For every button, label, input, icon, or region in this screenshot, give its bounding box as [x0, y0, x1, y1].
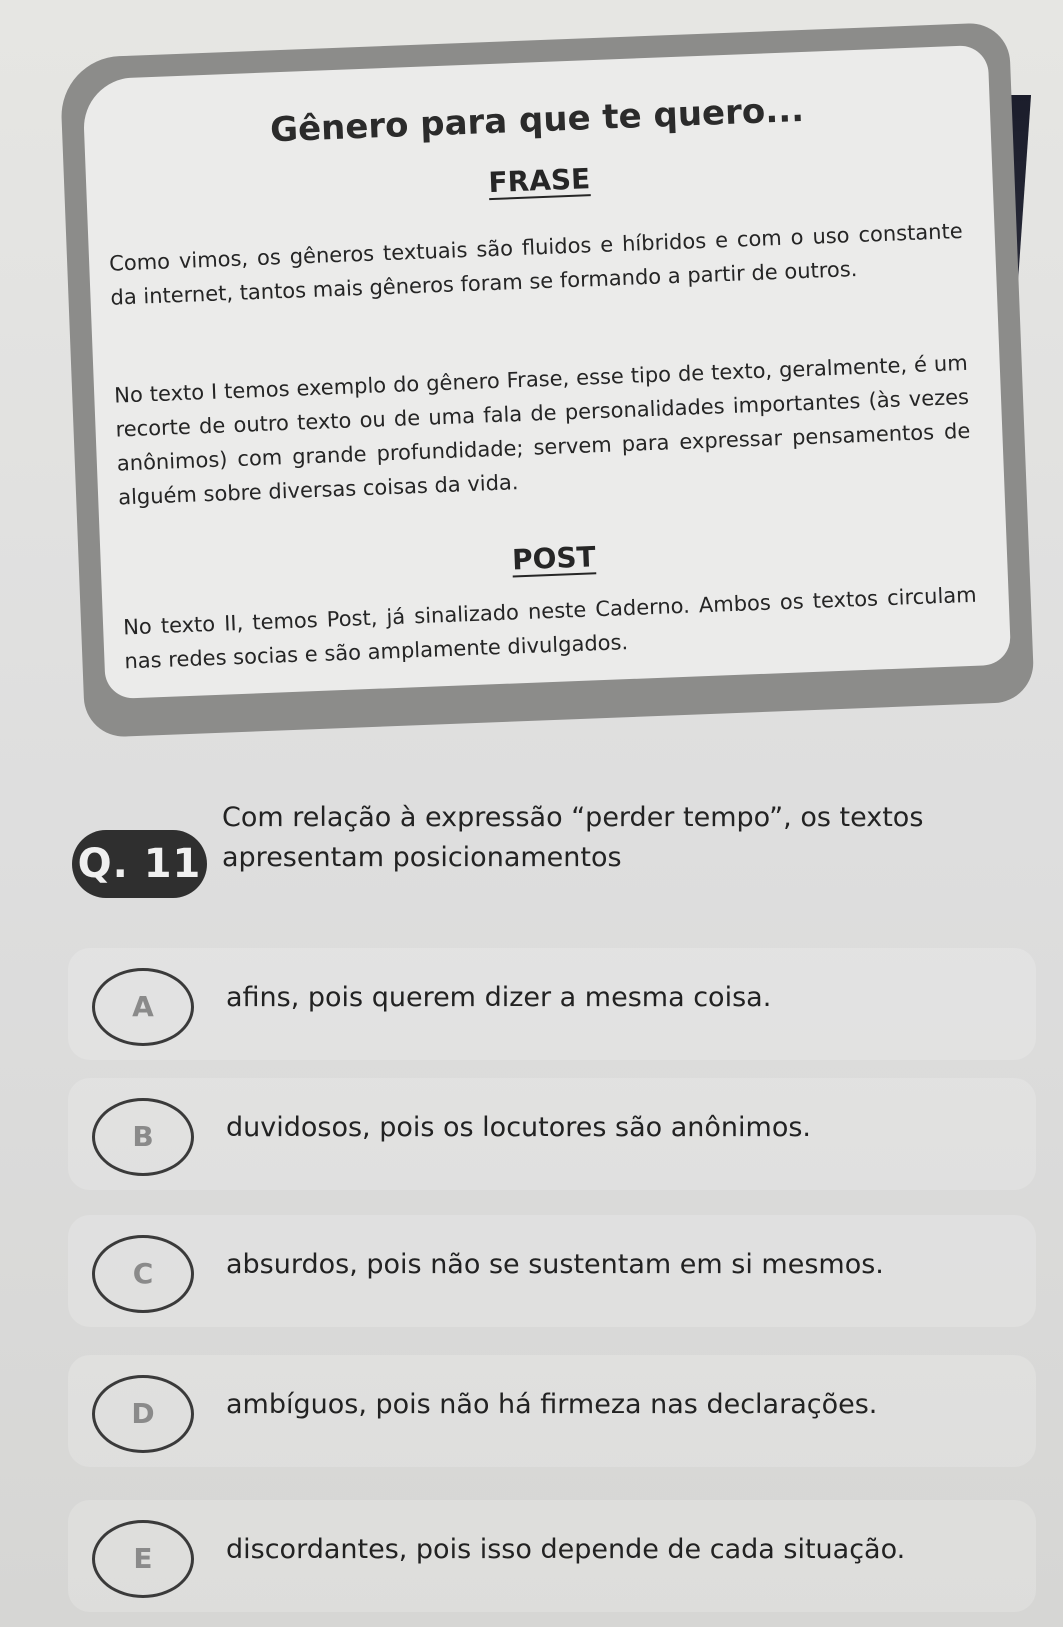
answer-option-e[interactable] — [68, 1500, 1036, 1612]
paragraph-frase: No texto I temos exemplo do gênero Frase, esse tipo de texto, geralmente, é um recorte de outro texto ou de uma fala de personalidades importantes (às vezes anônimos) com grande profundidade; servem para expressar pensamentos de alguém sobre diversas coisas da vida. — [113, 350, 971, 510]
question-stem: Com relação à expressão “perder tempo”, os textos apresentam posicionamentos — [222, 802, 924, 873]
question-11 — [62, 770, 1022, 900]
section-heading-frase-text: FRASE — [487, 162, 591, 200]
option-letter-d: D — [92, 1375, 194, 1453]
option-letter-b: B — [92, 1098, 194, 1176]
option-letter-e: E — [92, 1520, 194, 1598]
paragraph-post: No texto II, temos Post, já sinalizado neste Caderno. Ambos os textos circulam nas redes socias e são amplamente divulgados. — [122, 582, 978, 674]
option-letter-a: A — [92, 968, 194, 1046]
option-text-a: afins, pois querem dizer a mesma coisa. — [226, 982, 772, 1013]
question-number-badge: Q. 11 — [72, 830, 207, 898]
genre-info-box-inner — [82, 45, 1011, 699]
answer-option-b[interactable] — [68, 1078, 1036, 1190]
answer-option-a[interactable] — [68, 948, 1036, 1060]
paragraph-intro: Como vimos, os gêneros textuais são fluidos e híbridos e com o uso constante da internet, tantos mais gêneros foram se formando a partir de outros. — [108, 218, 964, 310]
section-heading-post-text: POST — [511, 540, 597, 577]
answer-option-d[interactable] — [68, 1355, 1036, 1467]
section-heading-frase — [86, 147, 993, 215]
option-text-c: absurdos, pois não se sustentam em si mesmos. — [226, 1249, 884, 1280]
answer-option-c[interactable] — [68, 1215, 1036, 1327]
option-text-b: duvidosos, pois os locutores são anônimos. — [226, 1112, 812, 1143]
option-letter-c: C — [92, 1235, 194, 1313]
option-text-d: ambíguos, pois não há firmeza nas declarações. — [226, 1389, 878, 1420]
genre-info-box — [59, 22, 1034, 738]
box-title: Gênero para que te quero... — [269, 89, 805, 151]
option-text-e: discordantes, pois isso depende de cada situação. — [226, 1534, 906, 1565]
